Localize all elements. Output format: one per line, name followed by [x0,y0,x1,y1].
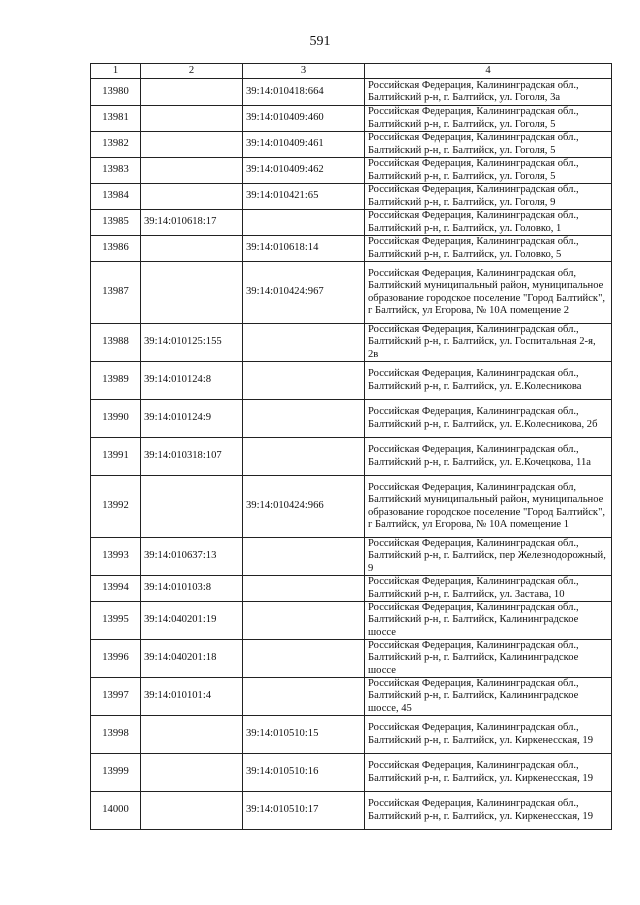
address-cell: Российская Федерация, Калининградская обл., Балтийский р-н, г. Балтийск, ул. Киркенесская, 19 [365,792,612,830]
land-cadastral-number: 39:14:010124:9 [141,400,243,438]
table-row [91,158,612,184]
address-cell: Российская Федерация, Калининградская обл, Балтийский муниципальный район, муниципальное образование городское поселение "Город Балтийск", г Балтийск, ул Егорова, № 10А помещение 2 [365,262,612,324]
row-number: 13987 [91,262,141,324]
land-cadastral-number: 39:14:010618:17 [141,210,243,236]
land-cadastral-number: 39:14:010318:107 [141,438,243,476]
object-cadastral-number: 39:14:010421:65 [243,184,365,210]
address-cell: Российская Федерация, Калининградская обл., Балтийский р-н, г. Балтийск, ул. Головко, 1 [365,210,612,236]
row-number: 13984 [91,184,141,210]
land-cadastral-number: 39:14:010101:4 [141,678,243,716]
column-header-1: 1 [91,64,141,79]
table-row [91,362,612,400]
table-row [91,210,612,236]
land-cadastral-number [141,262,243,324]
address-cell: Российская Федерация, Калининградская обл., Балтийский р-н, г. Балтийск, ул. Е.Колесникова, 2б [365,400,612,438]
table-header-row [91,64,612,79]
table-row [91,79,612,106]
table-row [91,538,612,576]
table-row [91,716,612,754]
address-cell: Российская Федерация, Калининградская обл., Балтийский р-н, г. Балтийск, Калининградское шоссе [365,602,612,640]
object-cadastral-number [243,438,365,476]
table-row [91,640,612,678]
page-number: 591 [309,34,331,49]
address-cell: Российская Федерация, Калининградская обл., Балтийский р-н, г. Балтийск, ул. Головко, 5 [365,236,612,262]
object-cadastral-number: 39:14:010409:461 [243,132,365,158]
land-cadastral-number: 39:14:010637:13 [141,538,243,576]
row-number: 13994 [91,576,141,602]
address-cell: Российская Федерация, Калининградская обл., Балтийский р-н, г. Балтийск, Калининградское шоссе, 45 [365,678,612,716]
table-row [91,184,612,210]
row-number: 13997 [91,678,141,716]
object-cadastral-number: 39:14:010510:16 [243,754,365,792]
table-row [91,792,612,830]
land-cadastral-number: 39:14:040201:18 [141,640,243,678]
row-number: 13990 [91,400,141,438]
land-cadastral-number: 39:14:010124:8 [141,362,243,400]
address-cell: Российская Федерация, Калининградская обл., Балтийский р-н, г. Балтийск, ул. Гоголя, 5 [365,106,612,132]
address-cell: Российская Федерация, Калининградская обл., Балтийский р-н, г. Балтийск, пер Железнодорожный, 9 [365,538,612,576]
row-number: 13986 [91,236,141,262]
object-cadastral-number: 39:14:010409:462 [243,158,365,184]
row-number: 13989 [91,362,141,400]
address-cell: Российская Федерация, Калининградская обл., Балтийский р-н, г. Балтийск, ул. Е.Колесникова [365,362,612,400]
object-cadastral-number [243,210,365,236]
object-cadastral-number [243,678,365,716]
object-cadastral-number [243,640,365,678]
column-header-4: 4 [365,64,612,79]
land-cadastral-number [141,106,243,132]
table-row [91,602,612,640]
table-row [91,438,612,476]
object-cadastral-number: 39:14:010409:460 [243,106,365,132]
land-cadastral-number [141,476,243,538]
table-row [91,236,612,262]
land-cadastral-number [141,158,243,184]
row-number: 13981 [91,106,141,132]
table-row [91,132,612,158]
address-cell: Российская Федерация, Калининградская обл., Балтийский р-н, г. Балтийск, ул. Гоголя, 3а [365,79,612,106]
object-cadastral-number [243,602,365,640]
row-number: 13992 [91,476,141,538]
address-cell: Российская Федерация, Калининградская обл., Балтийский р-н, г. Балтийск, ул. Киркенесская, 19 [365,716,612,754]
address-cell: Российская Федерация, Калининградская обл., Балтийский р-н, г. Балтийск, ул. Гоголя, 5 [365,158,612,184]
address-cell: Российская Федерация, Калининградская обл., Балтийский р-н, г. Балтийск, ул. Гоголя, 5 [365,132,612,158]
table-body [91,79,612,830]
address-cell: Российская Федерация, Калининградская обл., Балтийский р-н, г. Балтийск, Калининградское шоссе [365,640,612,678]
land-cadastral-number [141,716,243,754]
address-cell: Российская Федерация, Калининградская обл., Балтийский р-н, г. Балтийск, ул. Застава, 10 [365,576,612,602]
row-number: 13991 [91,438,141,476]
address-cell: Российская Федерация, Калининградская обл., Балтийский р-н, г. Балтийск, ул. Госпитальная 2-я, 2в [365,324,612,362]
object-cadastral-number: 39:14:010424:967 [243,262,365,324]
row-number: 13996 [91,640,141,678]
land-cadastral-number: 39:14:010125:155 [141,324,243,362]
registry-table [90,63,612,830]
land-cadastral-number [141,184,243,210]
object-cadastral-number [243,324,365,362]
object-cadastral-number [243,362,365,400]
table-row [91,324,612,362]
object-cadastral-number: 39:14:010510:17 [243,792,365,830]
address-cell: Российская Федерация, Калининградская обл., Балтийский р-н, г. Балтийск, ул. Е.Кочецкова, 11а [365,438,612,476]
object-cadastral-number: 39:14:010424:966 [243,476,365,538]
object-cadastral-number: 39:14:010618:14 [243,236,365,262]
row-number: 13999 [91,754,141,792]
table-row [91,262,612,324]
row-number: 13983 [91,158,141,184]
land-cadastral-number [141,754,243,792]
table-row [91,576,612,602]
column-header-3: 3 [243,64,365,79]
table-row [91,754,612,792]
row-number: 13993 [91,538,141,576]
table-row [91,400,612,438]
object-cadastral-number [243,538,365,576]
row-number: 13988 [91,324,141,362]
table-row [91,678,612,716]
row-number: 13982 [91,132,141,158]
object-cadastral-number [243,400,365,438]
address-cell: Российская Федерация, Калининградская обл., Балтийский р-н, г. Балтийск, ул. Киркенесская, 19 [365,754,612,792]
land-cadastral-number [141,792,243,830]
table-row [91,106,612,132]
land-cadastral-number: 39:14:040201:19 [141,602,243,640]
land-cadastral-number [141,132,243,158]
column-header-2: 2 [141,64,243,79]
land-cadastral-number [141,236,243,262]
address-cell: Российская Федерация, Калининградская обл, Балтийский муниципальный район, муниципальное образование городское поселение "Город Балтийск", г Балтийск, ул Егорова, № 10А помещение 1 [365,476,612,538]
table-row [91,476,612,538]
object-cadastral-number: 39:14:010510:15 [243,716,365,754]
row-number: 14000 [91,792,141,830]
row-number: 13995 [91,602,141,640]
row-number: 13985 [91,210,141,236]
land-cadastral-number: 39:14:010103:8 [141,576,243,602]
row-number: 13980 [91,79,141,106]
object-cadastral-number: 39:14:010418:664 [243,79,365,106]
address-cell: Российская Федерация, Калининградская обл., Балтийский р-н, г. Балтийск, ул. Гоголя, 9 [365,184,612,210]
land-cadastral-number [141,79,243,106]
object-cadastral-number [243,576,365,602]
row-number: 13998 [91,716,141,754]
